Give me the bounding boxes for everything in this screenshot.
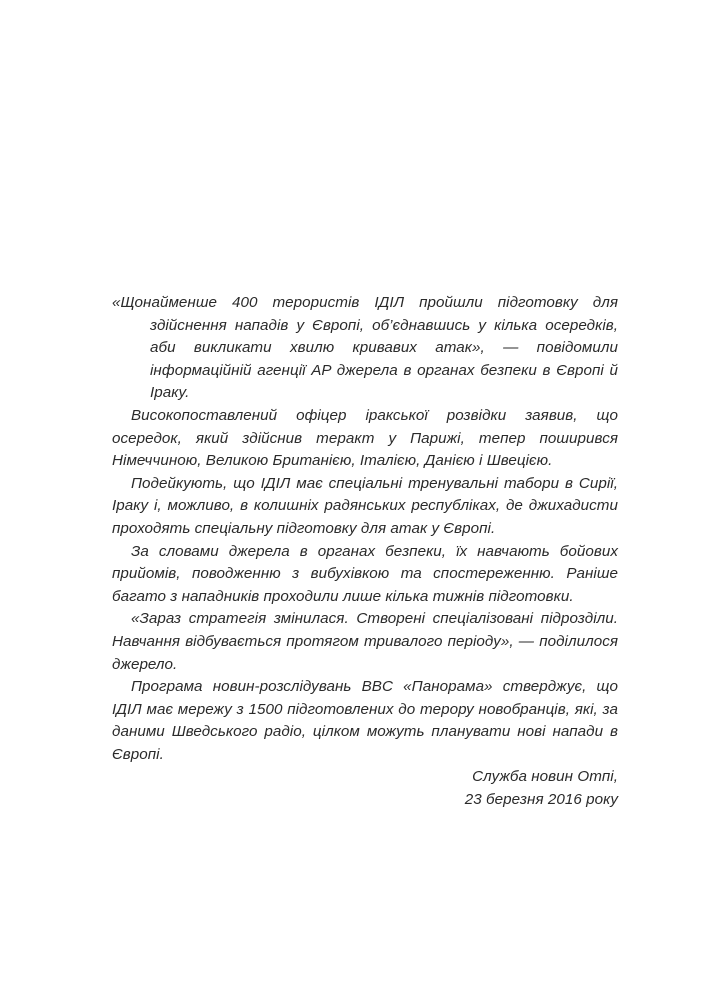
paragraph-training-camps: Подейкують, що ІДІЛ має спеціальні тренувальні табори в Сирії, Іраку і, можливо, в колишніх радянських республіках, де джихадисти проходять спеціальну підготовку для атак у Європі. xyxy=(112,474,618,537)
paragraph-bbc-panorama: Програма новин-розслідувань BBC «Панорама» стверджує, що ІДІЛ має мережу з 1500 підготовлених до терору новобранців, які, за даними Шведського радіо, цілком можуть планувати нові напади в Європі. xyxy=(112,678,618,763)
paragraph-quote-intro: «Щонайменше 400 терористів ІДІЛ пройшли підготовку для здійснення нападів у Європі, об’єднавшись у кілька осередків, аби викликати хвилю кривавих атак», — повідомили інформаційній агенції AP джерела в органах безпеки в Європі й Іраку. xyxy=(112,294,618,402)
paragraph-intelligence-officer: Високопоставлений офіцер іракської розвідки заявив, що осередок, який здійснив теракт у Парижі, тепер поширився Німеччиною, Великою Британією, Італією, Данією і Швецією. xyxy=(112,406,618,470)
paragraph-combat-training: За словами джерела в органах безпеки, їх навчають бойових прийомів, поводженню з вибухівкою та спостереженню. Раніше багато з нападників проходили лише кілька тижнів підготовки. xyxy=(112,542,618,605)
paragraph-strategy-quote: «Зараз стратегія змінилася. Створені спеціалізовані підрозділи. Навчання відбувається протягом тривалого періоду», — поділилося джерело. xyxy=(112,610,618,673)
source-date: 23 березня 2016 року xyxy=(464,791,618,809)
article-text xyxy=(112,292,618,812)
source-signature: Служба новин Отпі, xyxy=(472,768,618,786)
